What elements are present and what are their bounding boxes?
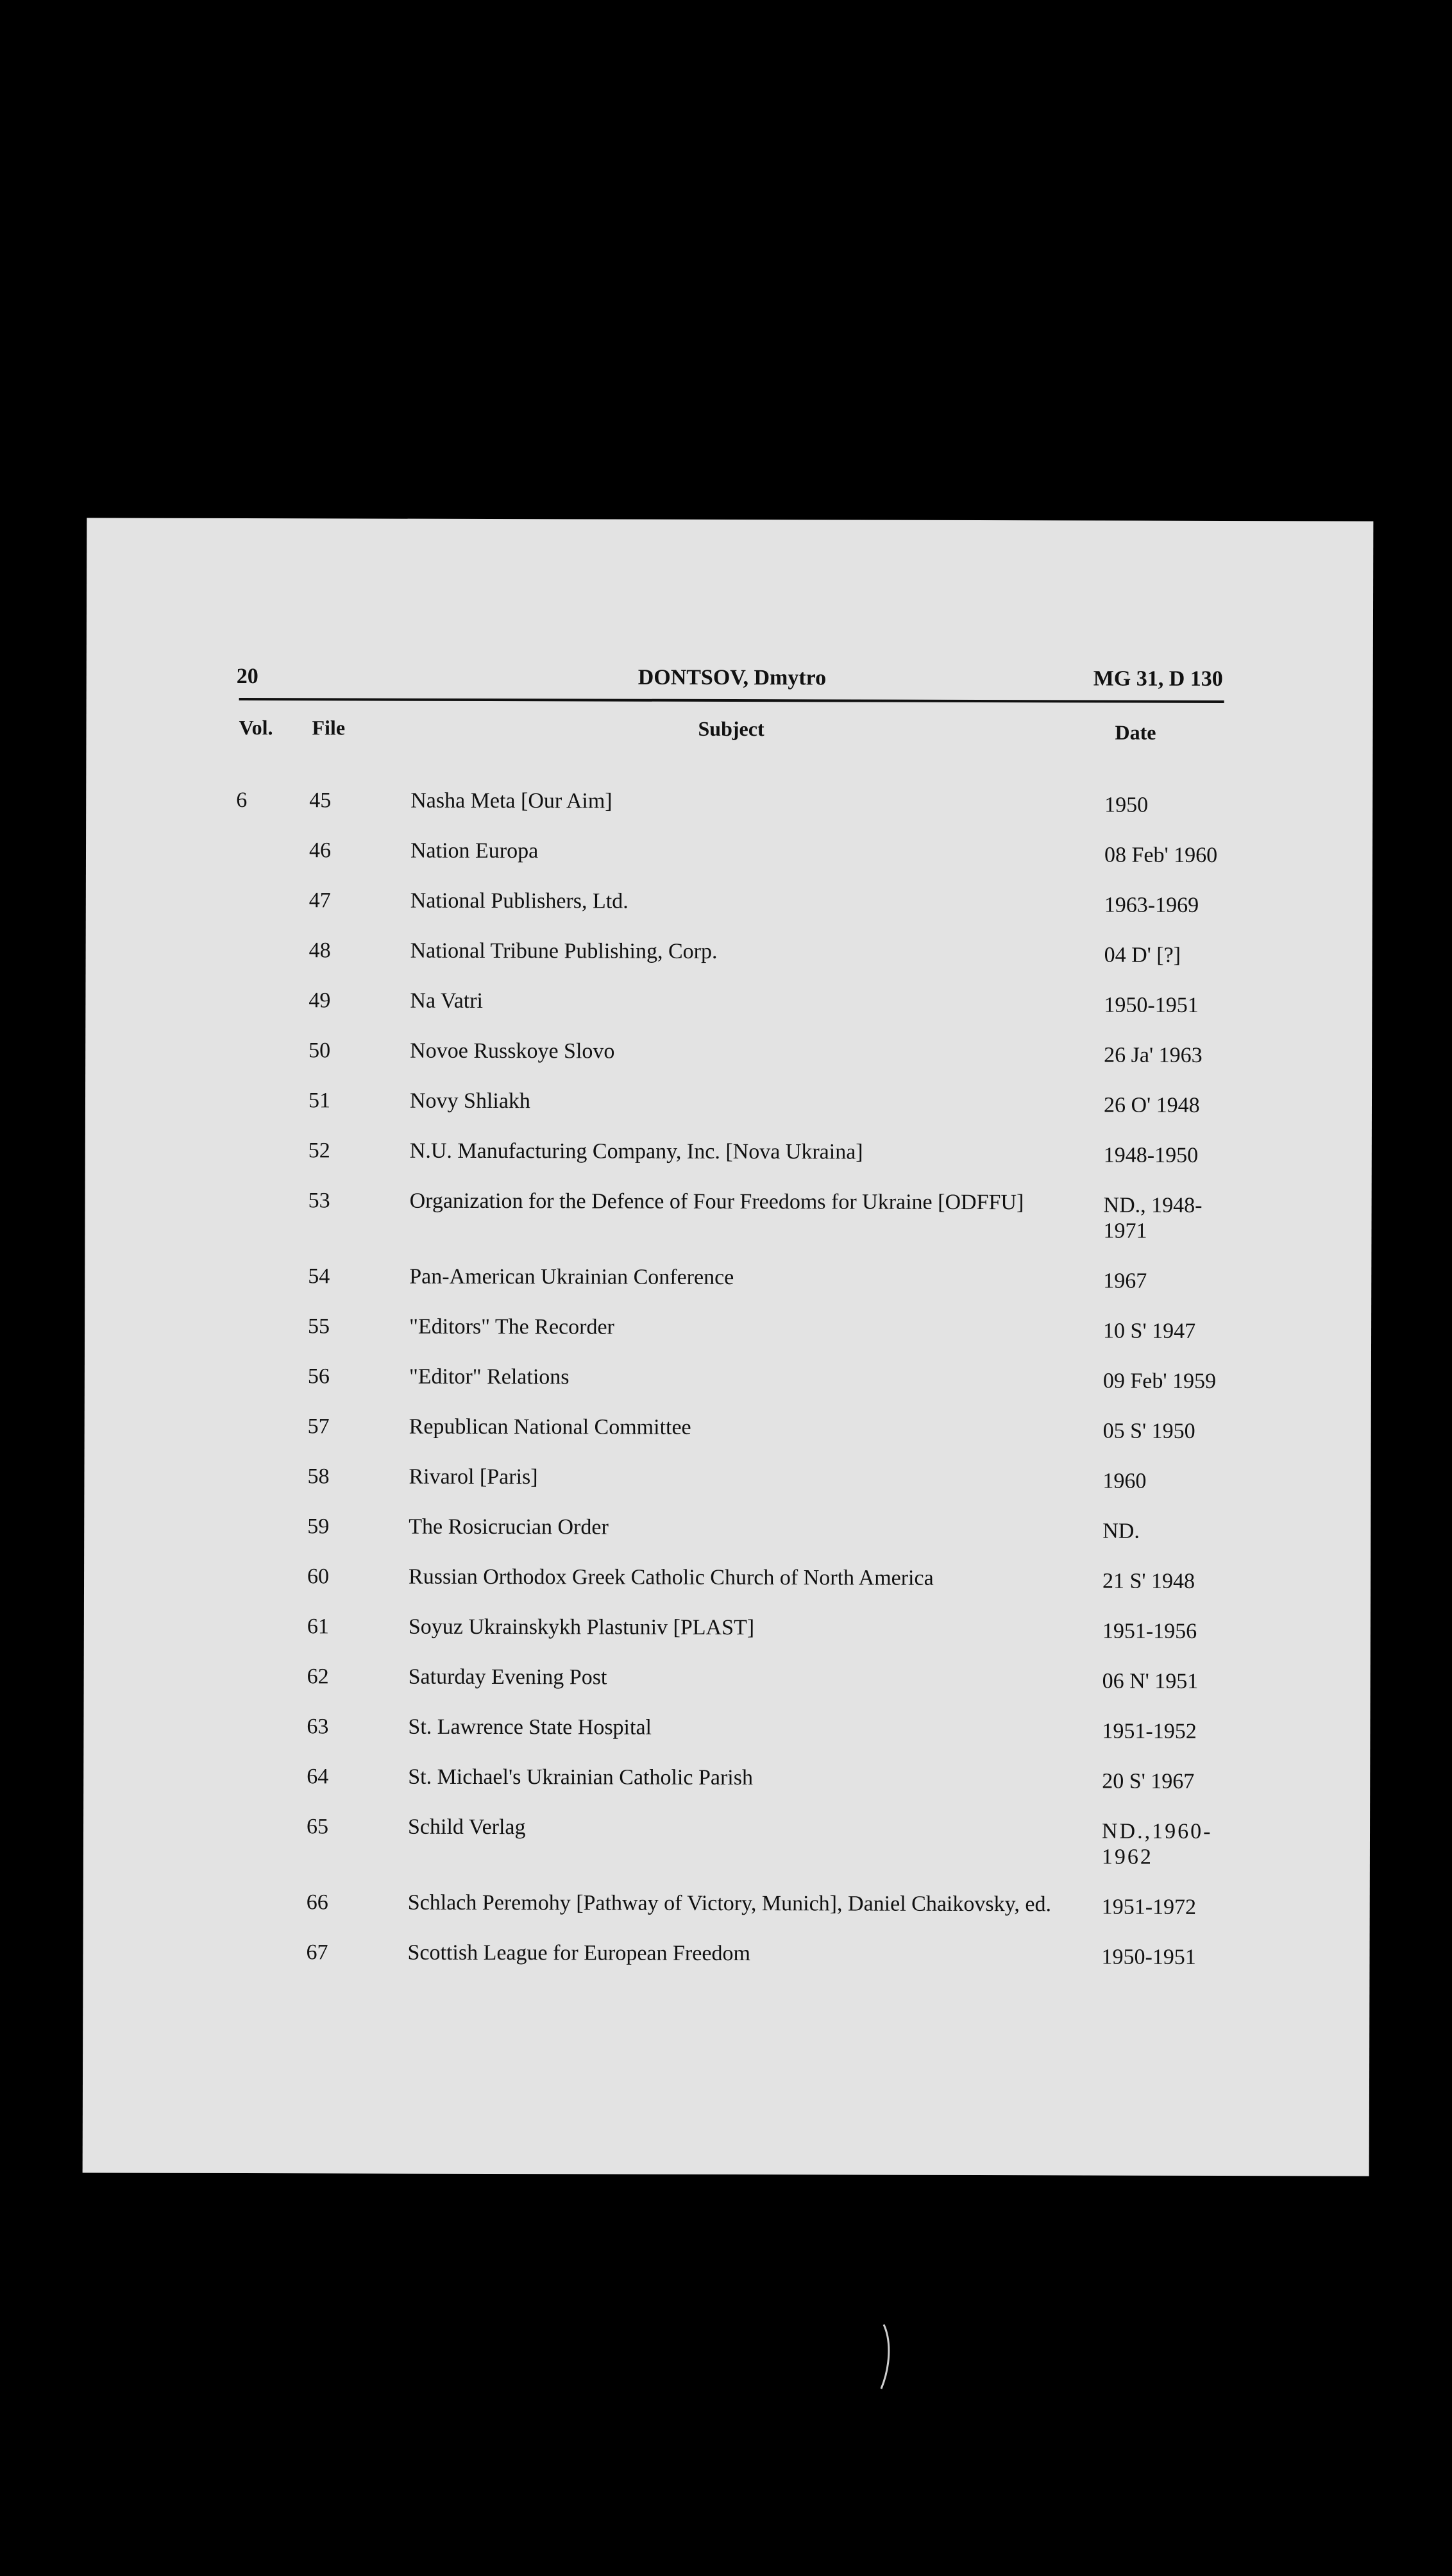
subject-cell: St. Lawrence State Hospital bbox=[408, 1715, 652, 1740]
date-cell: 1951-1956 bbox=[1102, 1619, 1197, 1643]
table-row bbox=[85, 1413, 1371, 1443]
table-row bbox=[85, 1263, 1371, 1293]
subject-cell: National Publishers, Ltd. bbox=[410, 888, 629, 913]
file-cell: 57 bbox=[307, 1414, 330, 1439]
file-cell: 49 bbox=[308, 988, 331, 1013]
subject-cell: Soyuz Ukrainskykh Plastuniv [PLAST] bbox=[408, 1614, 755, 1640]
subject-cell: St. Michael's Ukrainian Catholic Parish bbox=[408, 1765, 754, 1790]
file-cell: 62 bbox=[307, 1665, 329, 1689]
column-header-file: File bbox=[312, 716, 346, 740]
table-row bbox=[84, 1663, 1371, 1693]
date-cell: 21 S' 1948 bbox=[1102, 1569, 1195, 1593]
table-row bbox=[83, 1763, 1370, 1793]
column-header-date: Date bbox=[1115, 720, 1156, 744]
file-cell: 47 bbox=[308, 888, 331, 913]
subject-cell: Novoe Russkoye Slovo bbox=[410, 1038, 615, 1063]
table-row bbox=[84, 1563, 1371, 1593]
file-cell: 58 bbox=[307, 1464, 330, 1489]
file-cell: 53 bbox=[308, 1189, 330, 1213]
table-row bbox=[84, 1713, 1371, 1743]
scan-scratch-mark bbox=[872, 2322, 898, 2393]
file-cell: 52 bbox=[308, 1139, 330, 1163]
table-row bbox=[84, 1513, 1371, 1543]
subject-cell: Novy Shliakh bbox=[409, 1089, 531, 1114]
file-cell: 56 bbox=[307, 1364, 330, 1389]
table-row bbox=[85, 1363, 1371, 1393]
subject-cell: Organization for the Defence of Four Freedoms for Ukraine [ODFFU] bbox=[409, 1189, 1024, 1215]
subject-cell: National Tribune Publishing, Corp. bbox=[410, 938, 718, 963]
subject-cell: N.U. Manufacturing Company, Inc. [Nova Ukraina] bbox=[409, 1139, 863, 1164]
date-cell: 1948-1950 bbox=[1103, 1143, 1199, 1167]
table-row bbox=[85, 1313, 1371, 1343]
subject-cell: The Rosicrucian Order bbox=[409, 1514, 609, 1539]
column-header-subject: Subject bbox=[698, 716, 764, 741]
table-row bbox=[85, 1463, 1371, 1493]
date-cell: 26 O' 1948 bbox=[1103, 1093, 1200, 1117]
file-cell: 59 bbox=[307, 1514, 330, 1539]
file-cell: 67 bbox=[306, 1940, 328, 1965]
document-page bbox=[83, 518, 1374, 2176]
date-cell: 05 S' 1950 bbox=[1102, 1419, 1195, 1443]
date-cell: 09 Feb' 1959 bbox=[1102, 1369, 1217, 1393]
date-cell: 1951-1972 bbox=[1101, 1895, 1197, 1919]
table-row bbox=[86, 887, 1372, 917]
vol-cell: 6 bbox=[236, 788, 248, 813]
date-cell: 06 N' 1951 bbox=[1102, 1669, 1199, 1693]
subject-cell: Republican National Committee bbox=[409, 1414, 691, 1439]
subject-cell: Schlach Peremohy [Pathway of Victory, Munich], Daniel Chaikovsky, ed. bbox=[407, 1890, 1052, 1917]
file-cell: 63 bbox=[307, 1715, 329, 1739]
date-cell: 1950 bbox=[1104, 793, 1149, 817]
subject-cell: Na Vatri bbox=[410, 988, 484, 1013]
file-cell: 60 bbox=[307, 1564, 330, 1589]
date-cell: ND., 1948-1971 bbox=[1103, 1193, 1203, 1243]
date-cell: 1967 bbox=[1103, 1269, 1147, 1293]
table-row bbox=[86, 787, 1372, 817]
column-header-vol: Vol. bbox=[239, 716, 273, 740]
subject-cell: Saturday Evening Post bbox=[408, 1665, 607, 1690]
subject-cell: Nasha Meta [Our Aim] bbox=[410, 788, 612, 813]
file-cell: 61 bbox=[307, 1614, 329, 1639]
subject-cell: Russian Orthodox Greek Catholic Church of North America bbox=[409, 1564, 934, 1590]
file-cell: 66 bbox=[306, 1890, 328, 1915]
date-cell: ND. bbox=[1102, 1519, 1140, 1543]
subject-cell: Pan-American Ukrainian Conference bbox=[409, 1264, 734, 1290]
document-title: DONTSOV, Dmytro bbox=[637, 665, 827, 690]
table-row bbox=[85, 1037, 1372, 1067]
file-cell: 65 bbox=[306, 1815, 329, 1839]
date-cell: 1951-1952 bbox=[1102, 1719, 1197, 1743]
table-row bbox=[84, 1613, 1371, 1643]
date-cell: 1963-1969 bbox=[1104, 893, 1199, 917]
table-row bbox=[85, 1087, 1372, 1117]
subject-cell: "Editor" Relations bbox=[409, 1364, 570, 1389]
table-row bbox=[83, 1889, 1370, 1919]
date-cell: 08 Feb' 1960 bbox=[1104, 843, 1218, 867]
reference-code: MG 31, D 130 bbox=[1093, 666, 1223, 691]
file-cell: 54 bbox=[308, 1264, 330, 1289]
file-cell: 50 bbox=[308, 1038, 331, 1063]
table-row bbox=[85, 1137, 1372, 1167]
date-cell: 1960 bbox=[1102, 1469, 1147, 1493]
subject-cell: Nation Europa bbox=[410, 838, 539, 863]
table-row bbox=[83, 1939, 1370, 1969]
table-row bbox=[85, 1187, 1372, 1243]
date-cell: 26 Ja' 1963 bbox=[1104, 1043, 1203, 1067]
page-number: 20 bbox=[236, 664, 258, 689]
file-list bbox=[86, 787, 1372, 1969]
date-cell: 1950-1951 bbox=[1101, 1945, 1196, 1969]
file-cell: 55 bbox=[308, 1314, 330, 1339]
table-row bbox=[83, 1813, 1370, 1869]
date-cell: ND.,1960-1962 bbox=[1101, 1819, 1213, 1869]
header-rule bbox=[239, 698, 1224, 703]
table-row bbox=[86, 837, 1372, 867]
file-cell: 45 bbox=[309, 788, 332, 813]
table-row bbox=[86, 937, 1372, 967]
subject-cell: Rivarol [Paris] bbox=[409, 1464, 538, 1489]
table-row bbox=[85, 987, 1372, 1017]
subject-cell: "Editors" The Recorder bbox=[409, 1314, 614, 1339]
date-cell: 04 D' [?] bbox=[1104, 943, 1181, 967]
file-cell: 64 bbox=[307, 1765, 329, 1789]
subject-cell: Scottish League for European Freedom bbox=[407, 1940, 750, 1966]
file-cell: 51 bbox=[308, 1089, 331, 1113]
file-cell: 46 bbox=[308, 838, 332, 863]
file-cell: 48 bbox=[308, 938, 331, 963]
date-cell: 20 S' 1967 bbox=[1102, 1769, 1195, 1793]
subject-cell: Schild Verlag bbox=[407, 1815, 526, 1840]
date-cell: 10 S' 1947 bbox=[1103, 1319, 1196, 1343]
date-cell: 1950-1951 bbox=[1104, 993, 1199, 1017]
